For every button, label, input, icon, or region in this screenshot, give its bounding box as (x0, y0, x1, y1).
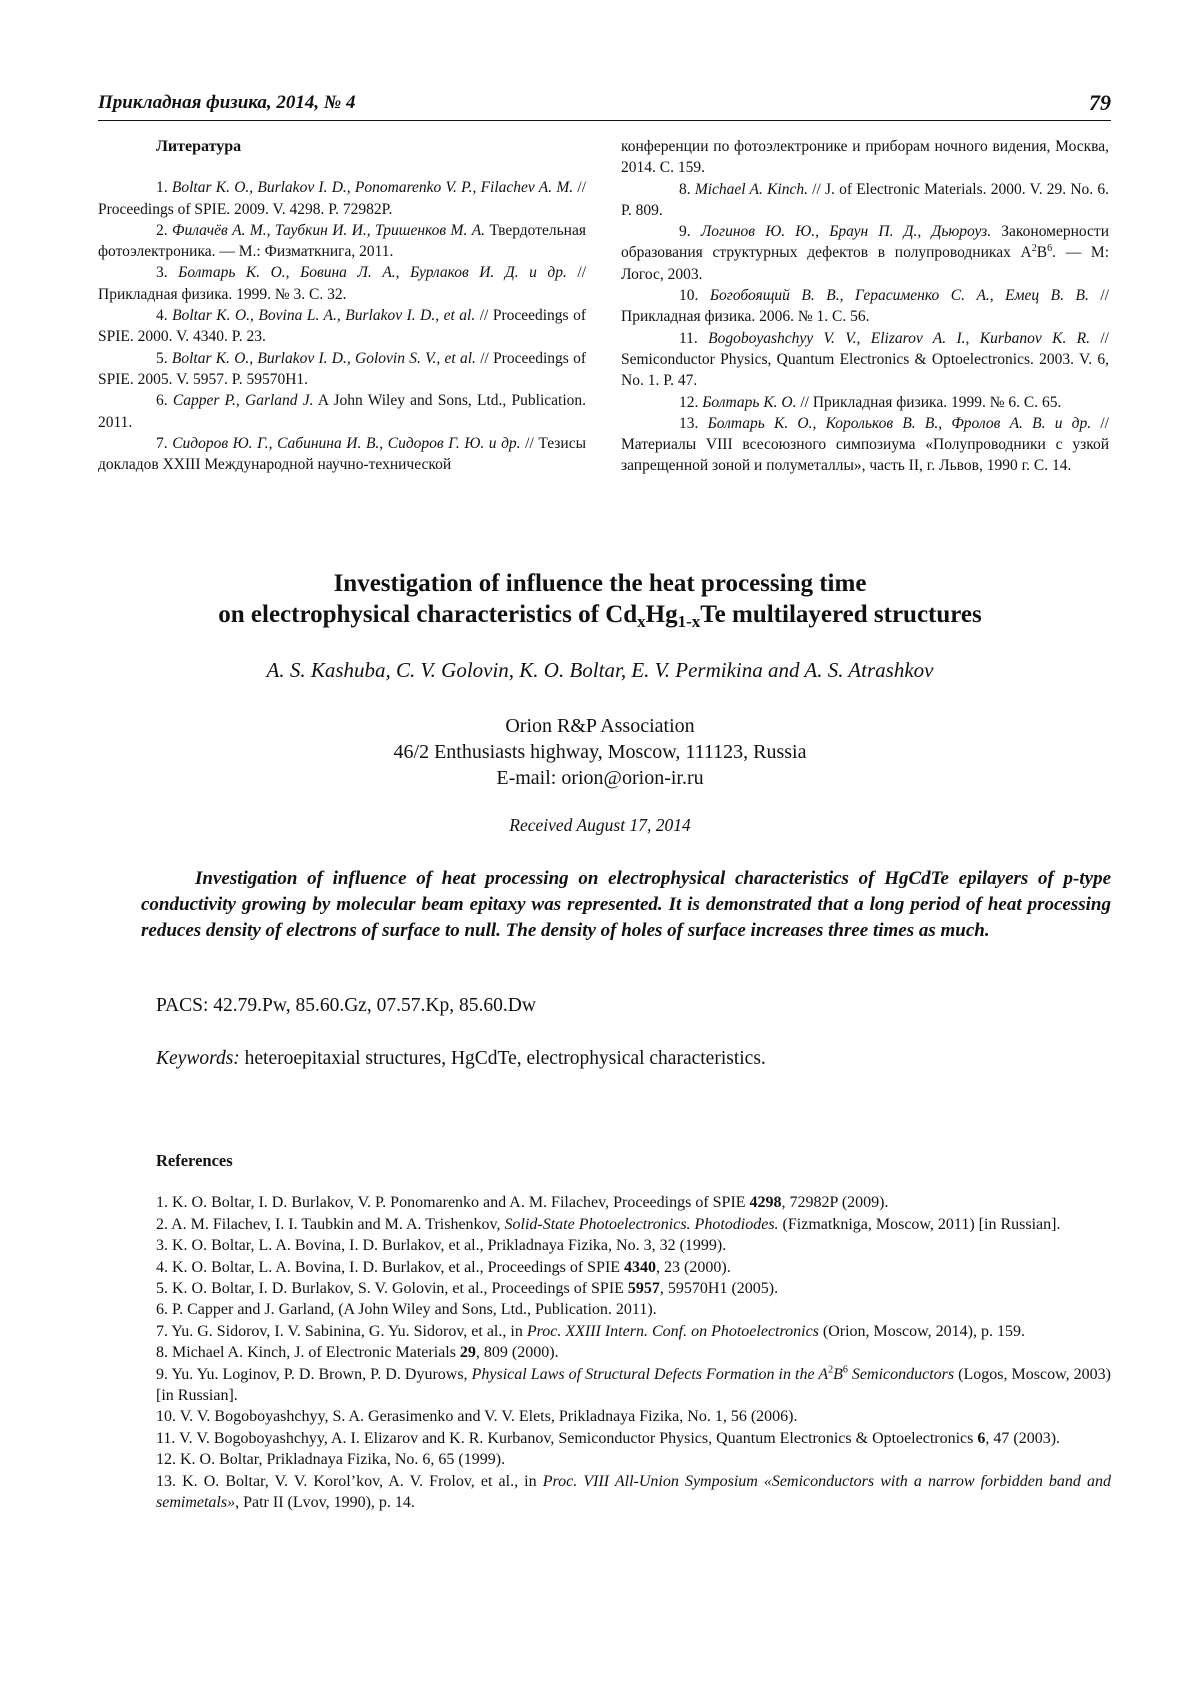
title-line-2: on electrophysical characteristics of $Cd_xHg_{1-x}Te$ multilayered structures (218, 601, 982, 631)
reference-item: 2. A. M. Filachev, I. I. Taubkin and M. A. Trishenkov, Solid-State Photoelectronics. Photodiodes. (Fizmatkniga, Moscow, 2011) [in Russian]. (156, 1215, 1061, 1233)
literature-item: 4. Boltar K. O., Bovina L. A., Burlakov I. D., et al. // Proceedings of SPIE. 2000. V. 4340. P. 23. (98, 307, 586, 346)
pacs-codes: PACS: 42.79.Pw, 85.60.Gz, 07.57.Kp, 85.60.Dw (156, 995, 536, 1016)
references-section (156, 1150, 1111, 1514)
running-head (98, 92, 1111, 121)
article-authors: A. S. Kashuba, C. V. Golovin, K. O. Boltar, E. V. Permikina and A. S. Atrashkov (266, 658, 934, 682)
email: E-mail: orion@orion-ir.ru (496, 767, 704, 789)
literature-item: 1. Boltar K. O., Burlakov I. D., Ponomarenko V. P., Filachev A. M. // Proceedings of SPIE. 2009. V. 4298. P. 72982P. (98, 179, 586, 218)
title-line-1: Investigation of influence the heat processing time (333, 570, 867, 597)
reference-item: 11. V. V. Bogoboyashchyy, A. I. Elizarov and K. R. Kurbanov, Semiconductor Physics, Quantum Electronics & Optoelectronics 6, 47 (2003). (156, 1429, 1061, 1447)
literature-item: 7. Сидоров Ю. Г., Сабинина И. В., Сидоров Г. Ю. и др. // Тезисы докладов XXIII Международной научно-технической (98, 434, 586, 474)
received-date: Received August 17, 2014 (509, 815, 691, 835)
literature-item: 10. Богобоящий В. В., Герасименко С. А., Емец В. В. // Прикладная физика. 2006. № 1. С. 56. (621, 287, 1109, 326)
reference-item: 4. K. O. Boltar, L. A. Bovina, I. D. Burlakov, et al., Proceedings of SPIE 4340, 23 (2000). (156, 1258, 731, 1276)
literature-item: 8. Michael A. Kinch. // J. of Electronic Materials. 2000. V. 29. No. 6. P. 809. (621, 180, 1110, 219)
article-title (0, 568, 1200, 637)
keywords-list: heteroepitaxial structures, HgCdTe, electrophysical characteristics. (239, 1048, 766, 1069)
affiliation-block (0, 713, 1200, 791)
literature-heading: Литература (156, 138, 242, 155)
reference-item: 8. Michael A. Kinch, J. of Electronic Materials 29, 809 (2000). (156, 1344, 559, 1362)
reference-item: 5. K. O. Boltar, I. D. Burlakov, S. V. Golovin, et al., Proceedings of SPIE 5957, 59570H1 (2005). (156, 1280, 779, 1298)
literature-item: 12. Болтарь К. О. // Прикладная физика. 1999. № 6. С. 65. (679, 393, 1062, 411)
references-heading: References (156, 1151, 233, 1170)
literature-item: 13. Болтарь К. О., Корольков В. В., Фролов А. В. и др. // Материалы VIII всесоюзного симпозиума «Полупроводники с узкой запрещенной зоной и полуметаллы», часть II, г. Львов, 1990 г. С. 14. (621, 414, 1109, 475)
keywords (156, 1048, 766, 1070)
abstract: Investigation of influence of heat processing on electrophysical characteristics of HgCdTe epilayers of p-type conductivity growing by molecular beam epitaxy was represented. It is demonstrated that a long period of heat processing reduces density of electrons of surface to null. The density of holes of surface increases three times as much. (141, 868, 1111, 941)
reference-item: 12. K. O. Boltar, Prikladnaya Fizika, No. 6, 65 (1999). (156, 1451, 506, 1469)
reference-item: 13. K. O. Boltar, V. V. Korol’kov, A. V. Frolov, et al., in Proc. VIII All-Union Symposium «Semiconductors with a narrow forbidden band and semimetals», Patr II (Lvov, 1990), p. 14. (156, 1472, 1111, 1512)
reference-item: 10. V. V. Bogoboyashchyy, S. A. Gerasimenko and V. V. Elets, Prikladnaya Fizika, No. 1, 56 (2006). (156, 1408, 798, 1426)
affiliation: Orion R&P Association (505, 715, 695, 737)
literature-item: 11. Bogoboyashchyy V. V., Elizarov A. I., Kurbanov K. R. // Semiconductor Physics, Quantum Electronics & Optoelectronics. 2003. V. 6, No. 1. P. 47. (621, 329, 1109, 390)
literature-left-column (98, 136, 586, 475)
literature-item: 6. Capper P., Garland J. A John Wiley and Sons, Ltd., Publication. 2011. (98, 392, 587, 431)
page-number: 79 (1089, 90, 1111, 115)
journal-name: Прикладная физика, 2014, № 4 (98, 92, 356, 113)
literature-item: 9. Логинов Ю. Ю., Браун П. Д., Дьюроуз. Закономерности образования структурных дефектов в полупроводниках $A^2B^6$. — М: Логос, 2003. (621, 223, 1109, 283)
reference-item: 3. K. O. Boltar, L. A. Bovina, I. D. Burlakov, et al., Prikladnaya Fizika, No. 3, 32 (1999). (156, 1237, 727, 1255)
literature-item: 3. Болтарь К. О., Бовина Л. А., Бурлаков И. Д. и др. // Прикладная физика. 1999. № 3. С. 32. (98, 264, 587, 303)
keywords-label: Keywords: (156, 1048, 240, 1069)
reference-item: 7. Yu. G. Sidorov, I. V. Sabinina, G. Yu. Sidorov, et al., in Proc. XXIII Intern. Conf. on Photoelectronics (Orion, Moscow, 2014), p. 159. (156, 1322, 1025, 1340)
address: 46/2 Enthusiasts highway, Moscow, 111123, Russia (393, 741, 807, 763)
reference-item: 6. P. Capper and J. Garland, (A John Wiley and Sons, Ltd., Publication. 2011). (156, 1301, 657, 1319)
reference-item: 1. K. O. Boltar, I. D. Burlakov, V. P. Ponomarenko and A. M. Filachev, Proceedings of SPIE 4298, 72982P (2009). (156, 1194, 889, 1212)
literature-item-continued: конференции по фотоэлектронике и приборам ночного видения, Москва, 2014. С. 159. (621, 138, 1109, 177)
literature-item: 2. Филачёв А. М., Таубкин И. И., Тришенков М. А. Твердотельная фотоэлектроника. — М.: Физматкнига, 2011. (98, 221, 586, 261)
reference-item: 9. Yu. Yu. Loginov, P. D. Brown, P. D. Dyurows, Physical Laws of Structural Defects Formation in the $A^2B^6$ Semiconductors (Logos, Moscow, 2003) [in Russian]. (156, 1364, 1112, 1405)
literature-right-column (621, 136, 1109, 477)
literature-item: 5. Boltar K. O., Burlakov I. D., Golovin S. V., et al. // Proceedings of SPIE. 2005. V. 5957. P. 59570H1. (98, 349, 586, 388)
